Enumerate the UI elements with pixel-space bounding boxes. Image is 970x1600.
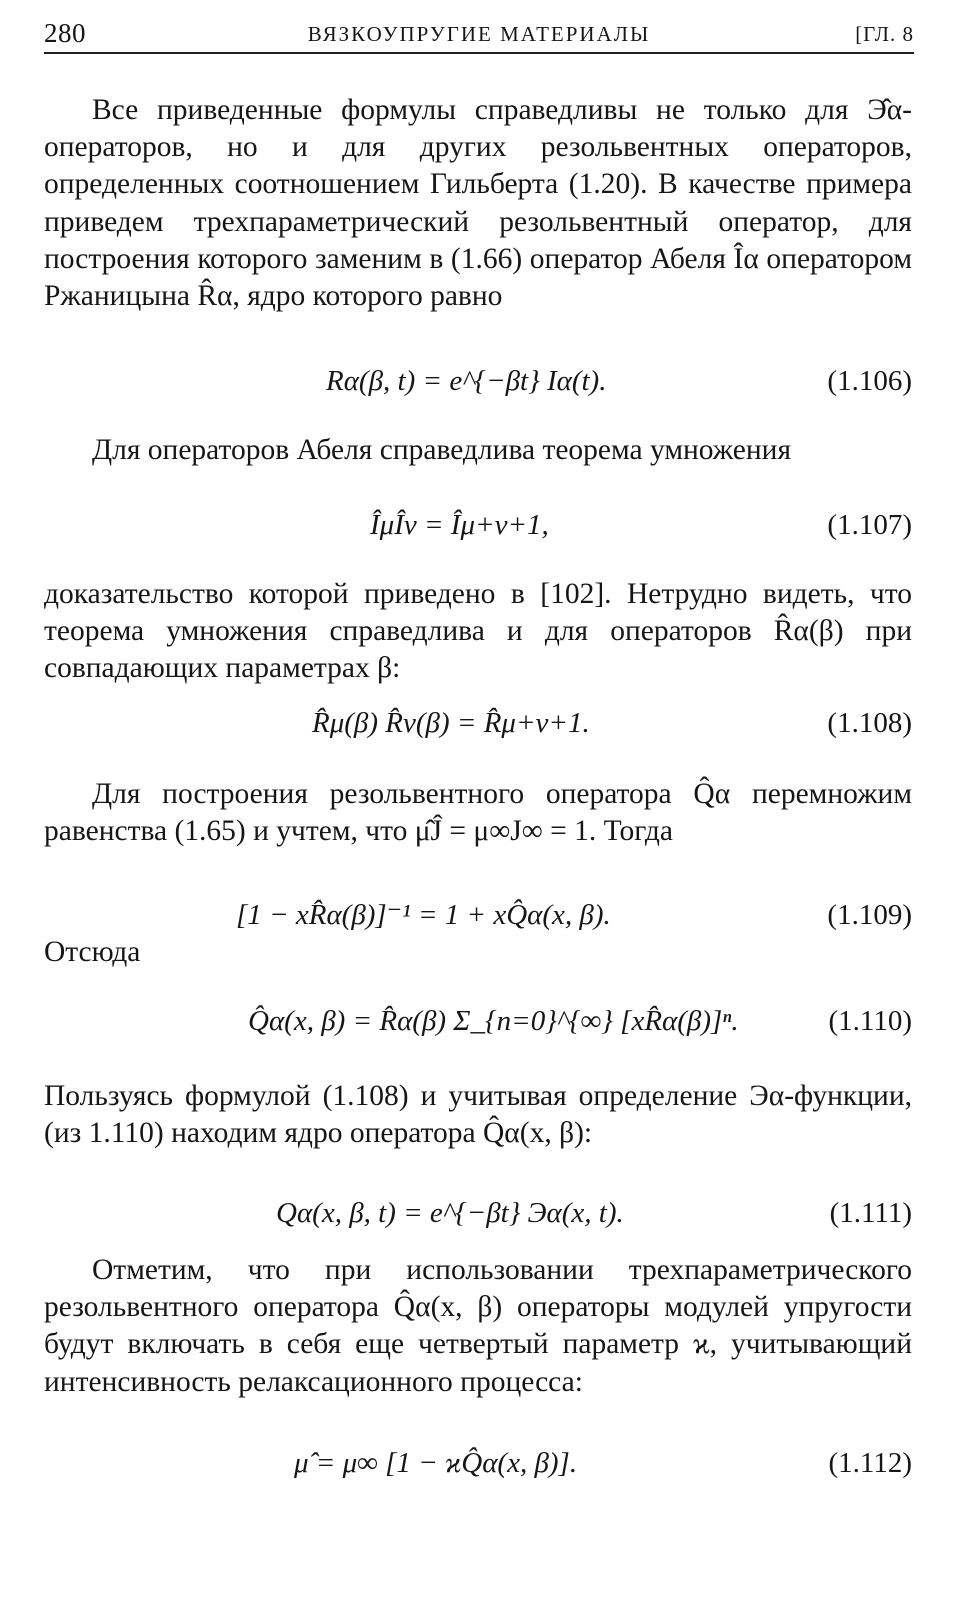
running-title: ВЯЗКОУПРУГИЕ МАТЕРИАЛЫ bbox=[307, 22, 651, 46]
equation-1-110 bbox=[44, 1000, 912, 1046]
equation-1-107 bbox=[44, 504, 912, 550]
equation-formula: Rα(β, t) = e^{−βt} Iα(t). bbox=[326, 365, 607, 397]
equation-1-108 bbox=[44, 702, 912, 748]
equation-formula: Q̂α(x, β) = R̂α(β) Σ_{n=0}^{∞} [xR̂α(β)]ⁿ. bbox=[248, 1005, 739, 1037]
equation-number: (1.106) bbox=[827, 365, 912, 397]
equation-number: (1.108) bbox=[827, 707, 912, 739]
chapter-label: [ГЛ. 8 bbox=[855, 22, 914, 46]
paragraph-6: Пользуясь формулой (1.108) и учитывая определение Эα-функции, (из 1.110) находим ядро оператора Q̂α(x, β): bbox=[44, 1080, 912, 1150]
paragraph-1: Все приведенные формулы справедливы не только для Э̂α-операторов, но и для других резольвентных операторов, определенных соотношением Гильберта (1.20). В качестве примера приведем трехпараметрический резольвентный оператор, для построения которого заменим в (1.66) оператор Абеля Îα оператором Ржаницына R̂α, ядро которого равно bbox=[44, 94, 912, 313]
paragraph-4: Для построения резольвентного оператора Q̂α перемножим равенства (1.65) и учтем, что μ̂Ĵ = μ∞J∞ = 1. Тогда bbox=[44, 778, 912, 848]
equation-number: (1.107) bbox=[827, 509, 912, 541]
equation-formula: [1 − xR̂α(β)]⁻¹ = 1 + xQ̂α(x, β). bbox=[236, 899, 611, 931]
equation-number: (1.111) bbox=[829, 1197, 912, 1229]
equation-number: (1.110) bbox=[828, 1005, 912, 1037]
equation-formula: Qα(x, β, t) = e^{−βt} Эα(x, t). bbox=[276, 1197, 624, 1229]
paragraph-7: Отметим, что при использовании трехпараметрического резольвентного оператора Q̂α(x, β) операторы модулей упругости будут включать в себя еще четвертый параметр ϰ, учитывающий интенсивность релаксационного процесса: bbox=[44, 1254, 912, 1398]
equation-number: (1.112) bbox=[828, 1447, 912, 1479]
equation-1-106 bbox=[44, 360, 912, 406]
equation-formula: ÎμÎν = Îμ+ν+1, bbox=[370, 509, 549, 541]
equation-1-112 bbox=[44, 1442, 912, 1488]
equation-formula: R̂μ(β) R̂ν(β) = R̂μ+ν+1. bbox=[312, 707, 590, 739]
paragraph-5: Отсюда bbox=[44, 936, 141, 968]
paragraph-2: Для операторов Абеля справедлива теорема умножения bbox=[92, 434, 792, 466]
header-rule bbox=[44, 52, 914, 54]
equation-number: (1.109) bbox=[827, 899, 912, 931]
equation-formula: μ̂ = μ∞ [1 − ϰQ̂α(x, β)]. bbox=[294, 1447, 578, 1479]
page-header bbox=[44, 14, 914, 48]
paragraph-3: доказательство которой приведено в [102]. Нетрудно видеть, что теорема умножения справедлива и для операторов R̂α(β) при совпадающих параметрах β: bbox=[44, 578, 912, 685]
equation-1-111 bbox=[44, 1192, 912, 1238]
page-number: 280 bbox=[44, 18, 86, 48]
